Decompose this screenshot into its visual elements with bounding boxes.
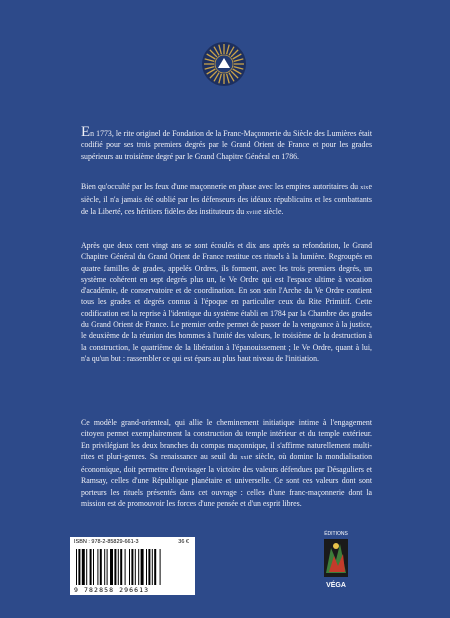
barcode-icon [74,549,191,585]
century-18: xviii [246,209,259,216]
second-paragraph [81,181,372,230]
barcode-label [70,537,195,595]
drop-cap: E [81,124,91,140]
star-emblem-icon [200,40,248,88]
p4-text-b: e siècle, où domine la mondialisation économique, doit permettre d'envisager la victoire des valeurs défendues par Désaguliers et Ramsay, celles d'une République planétaire et universelle. Ce sont ces valeurs dont sont porteurs les rituels présentés dans cet ouvrage : celles d'une franc-maçonnerie dont la mission est de promouvoir les forces d'une pensée et d'un esprit libres. [81,451,372,509]
intro-paragraph [81,124,372,173]
p2-text-b: e siècle, il n'a jamais été oublié par les défenseurs des idéaux républicains et les combattants de la Liberté, ces héritiers fidèles des instituteurs du [81,182,372,216]
publisher-logo [321,528,351,590]
isbn-text: ISBN : 978-2-85829-661-3 [74,539,139,545]
century-19: xix [360,185,369,191]
century-21: xxi [240,454,249,461]
price-text: 36 € [178,539,189,545]
fourth-paragraph [81,417,372,520]
third-paragraph [81,240,372,375]
p3-text: Après que deux cent vingt ans se sont écoulés et dix ans après sa refondation, le Grand Chapitre Général du Grand Orient de France restitue ces rituels à la lumière. Regroupés en quatre familles de grades, appelés Ordres, ils forment, avec les trois premiers degrés, un système cohérent en sept degrés plus un, le Ve Ordre qui est l'espace ultime à vocation d'académie, de conservatoire et de coordination. En son sein l'Arche du Ve Ordre contient tous les grades et degrés connus à l'époque en particulier ceux du Rite Primitif. Cette codification est la reprise à l'identique du système établi en 1784 par la Chambre des grades du Grand Orient de France. Le premier ordre permet de passer de la vengeance à la justice, le deuxième de la réunion des hommes à l'unité des valeurs, le troisième de la destruction à la construction, le quatrième de la libération à l'épanouissement ; le Ve Ordre, quant à lui, n'a qu'un but : rassembler ce qui est épars au plus haut niveau de l'initiation. [81,241,372,363]
p4-text-a: Ce modèle grand-orienteal, qui allie le cheminement initiatique intime à l'engagement citoyen permet exemplairement la construction du temple intérieur et du temple extérieur. En privilégiant les deux branches du compas maçonnique, il s'affirme naturellement multi-rites et pluri-genres. Sa renaissance au seuil du [81,418,372,461]
p2-text-c: e siècle. [258,206,284,216]
svg-text:VÉGA: VÉGA [326,582,346,589]
svg-text:ÉDITIONS: ÉDITIONS [324,531,348,537]
p2-text-a: Bien qu'occulté par les feux d'une maçonnerie en phase avec les empires autoritaires du [81,182,361,191]
intro-text: n 1773, le rite originel de Fondation de la Franc-Maçonnerie du Siècle des Lumières était codifié pour ses trois premiers degrés par le Grand Orient de France et pour les grades supérieurs au troisième degré par le Grand Chapitre Général en 1786. [81,129,372,161]
barcode-digits: 9 782858 296613 [74,586,150,594]
